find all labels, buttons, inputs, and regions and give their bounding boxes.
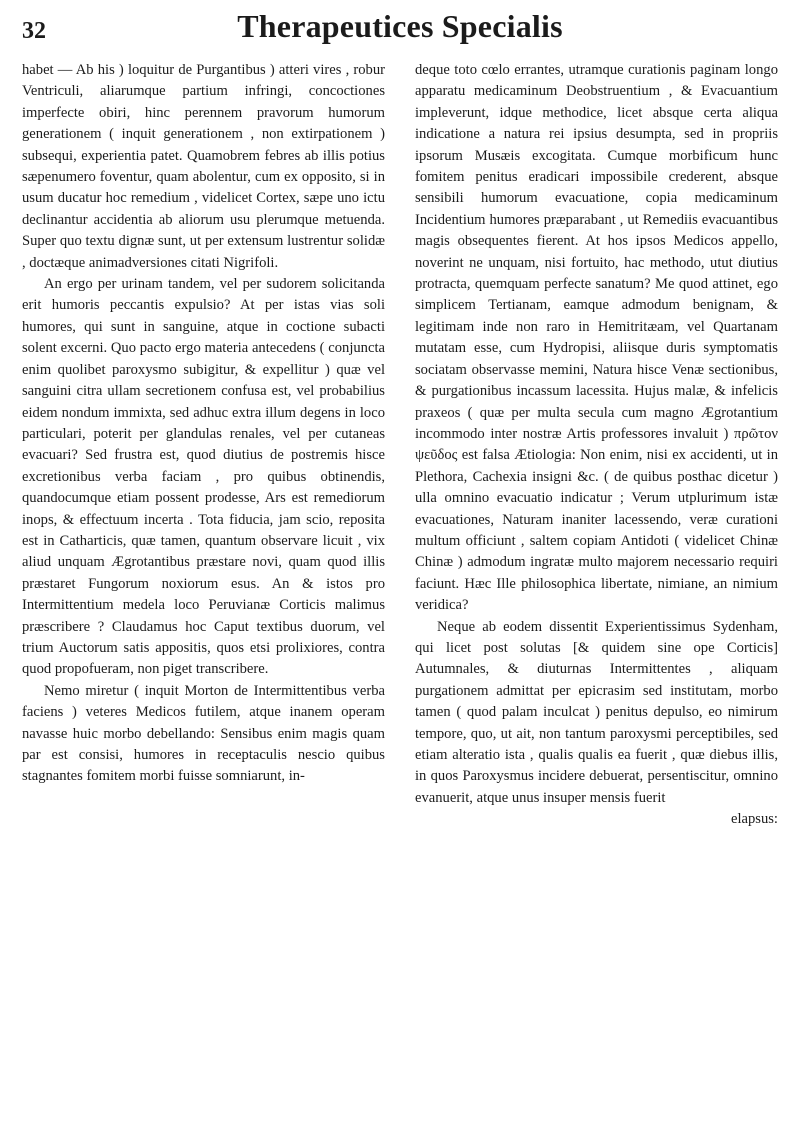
paragraph: Nemo miretur ( inquit Morton de Intermittentibus verba faciens ) veteres Medicos futilem, atque inanem operam navasse huic morbo debellando: Sensibus enim magis quam par est consisi, humores in receptaculis nescio quibus stagnantes fomitem morbi fuisse somniarunt, in- bbox=[22, 682, 385, 785]
right-column bbox=[415, 60, 778, 831]
paragraph: An ergo per urinam tandem, vel per sudorem solicitanda erit humoris peccantis expulsio? At per istas vias soli humores, qui sunt in sanguine, atque in coctione subacti solent excerni. Quo pacto ergo materia antecedens ( conjuncta enim quolibet paroxysmo subigitur, & expellitur ) quæ vel sanguini citra ullam secretionem confusa est, vel probabilius eidem nondum immixta, sed adhuc extra illum degens in loco particulari, poterit per glandulas renales, vel per cutaneas evacuari? Sed frustra est, quod diutius de postremis hisce excretionibus verba faciam , pro quibus obtinendis, quandocumque etiam possent prodesse, Ars est remediorum inops, & effectuum incerta . Tota fiducia, jam scio, reposita est in Catharticis, quæ tamen, quantum observare licuit , vix aliud unquam Ægrotantibus præstare novi, quam quod illis præstaret Fungorum noxiorum esus. An & istos pro Intermittentium medela loco Peruvianæ Corticis malimus præscribere ? Claudamus hoc Caput textibus duorum, vel trium Auctorum satis appositis, quos etsi prolixiores, contra quod propofueram, non piget transcribere. bbox=[22, 276, 385, 678]
catchword: elapsus: bbox=[730, 811, 778, 828]
page-number: 32 bbox=[22, 18, 46, 44]
paragraph: habet — Ab his ) loquitur de Purgantibus ) atteri vires , robur Ventriculi, aliarumque partium infringi, concoctiones imperfecte obiri, hinc perennem pravorum humorum generationem ( inquit generationem , non extirpationem ) subsequi, experientia patet. Quamobrem febres ab illis potius sæpenumero foventur, quam abolentur, cum ex opposito, si in usum ducatur hoc remedium , videlicet Cortex, sæpe uno ictu declinantur accidentia ab aliorum usu plerumque metuenda. Super quo textu dignæ sunt, ut per extensum lustrentur solidæ , doctæque animadversiones citati Nigrifoli. bbox=[22, 62, 385, 271]
paragraph: deque toto cœlo errantes, utramque curationis paginam longo apparatu medicaminum Deobstruentium , & Evacuantium impleverunt, idque methodice, licet absque certa aliqua indicatione a natura rei ipsius desumpta, sed in propriis ipsorum Musæis excogitata. Cumque morbificum hunc fomitem penitus eradicari impossibile crederent, absque sensibili humorum evacuatione, copia medicaminum Incidentium humores præparabant , ut Remediis evacuantibus magis obsequentes fierent. At hos ipsos Medicos appello, noverint ne unquam, nisi fortuito, hac methodo, utut diutius protracta, quemquam perfecte sanatum? Me quod attinet, ego simplicem Tertianam, eamque admodum benignam, & legitimam inde non raro in Hemitritæam, vel Quartanam mutatam esse, cum Hydropisi, aliisque duris symptomatis sociatam observasse memini, Natura hisce Venæ sectionibus, & purgationibus incassum lacessita. Hujus malæ, & infelicis praxeos ( quæ per multa secula cum magno Ægrotantium incommodo inter nostræ Artis professores invaluit ) πρῶτον ψεῦδος est falsa Ætiologia: Non enim, nisi ex accidenti, ut in Plethora, Cachexia insigni &c. ( de quibus posthac dicetur ) ulla omnino evacuatio indicatur ; Verum utplurimum istæ evacuationes, Naturam inaniter lacessendo, veræ curationi multum officiunt , saltem copiam Antidoti ( videlicet Chinæ Chinæ ) admodum ingratæ multo majorem necessario requiri faciunt. Hæc Ille philosophica libertate, nimiane, an nimium veridica? bbox=[415, 62, 778, 614]
running-title: Therapeutices Specialis bbox=[237, 8, 563, 44]
paragraph: Neque ab eodem dissentit Experientissimus Sydenham, qui licet post solutas [& quidem sine ope Corticis] Autumnales, & diuturnas Intermittentes , aliquam purgationem admittat per epicrasim sed institutam, morbo tamen ( quod palam inculcat ) penitus depulso, eo nimirum tempore, quo, ut ait, non tantum paroxysmi perceptibiles, sed etiam alteratio ista , qualis qualis ea fuerit , quæ diebus illis, in quos Paroxysmus incidere debuerat, persentiscitur, omnino evanuerit, atque unus insuper mensis fuerit bbox=[415, 618, 778, 806]
left-column bbox=[22, 60, 385, 788]
page-header bbox=[0, 8, 800, 52]
